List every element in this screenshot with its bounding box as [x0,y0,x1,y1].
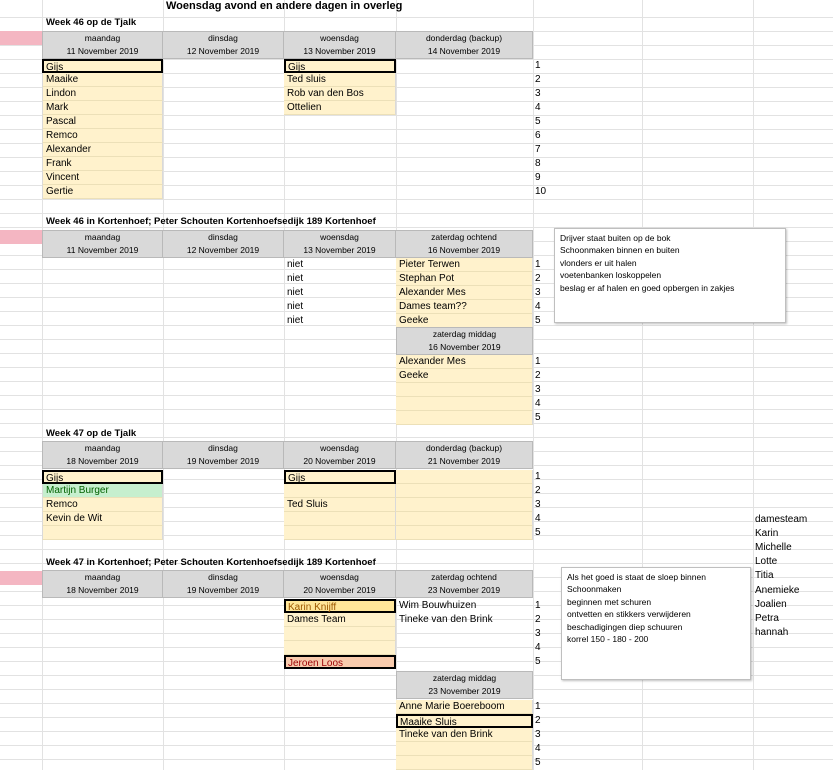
row-number: 3 [535,628,541,639]
cell[interactable]: Kevin de Wit [42,512,163,526]
column-header-date: 12 November 2019 [163,45,284,59]
side-list-item[interactable]: Michelle [755,542,792,554]
section-heading: Week 46 op de Tjalk [46,17,137,28]
row-number: 1 [535,356,541,367]
cell[interactable]: Vincent [42,171,163,185]
side-list-item[interactable]: Anemieke [755,584,800,596]
row-number: 1 [535,471,541,482]
cell[interactable]: Lindon [42,87,163,101]
column-header-day: woensdag [284,570,396,584]
cell[interactable] [396,526,533,540]
note-line: Drijver staat buiten op de bok [560,233,671,243]
note-line: Schoonmaken [567,584,622,595]
cell[interactable]: Gijs [42,59,163,73]
cell[interactable]: Dames team?? [396,300,533,314]
cell[interactable]: niet [287,287,304,298]
column-header-date: 23 November 2019 [396,584,533,598]
column-header-date: 12 November 2019 [163,244,284,258]
cell[interactable]: Mark [42,101,163,115]
cell[interactable]: Maaike Sluis [396,714,533,728]
column-header-date: 16 November 2019 [396,341,533,355]
column-header-date: 13 November 2019 [284,244,396,258]
cell[interactable]: Tineke van den Brink [396,728,533,742]
side-list-item[interactable]: Titia [755,570,774,582]
row-number: 8 [535,158,541,169]
cell[interactable] [396,484,533,498]
column-header-date: 19 November 2019 [163,455,284,469]
cell[interactable]: Gijs [284,59,396,73]
section-heading: Week 47 in Kortenhoef; Peter Schouten Kortenhoefsedijk 189 Kortenhoef [46,557,376,568]
row-number: 1 [535,600,541,611]
row-number: 3 [535,88,541,99]
cell[interactable]: Alexander Mes [396,286,533,300]
row-number: 4 [535,102,541,113]
note-line: beschadigingen diep schuuren [567,621,683,632]
column-header-date: 14 November 2019 [396,45,533,59]
row-number: 2 [535,370,541,381]
column-header-day: dinsdag [163,441,284,455]
column-header-day: maandag [42,441,163,455]
cell[interactable]: niet [287,259,304,270]
note-line: ontvetten en stikkers verwijderen [567,609,691,620]
row-number: 3 [535,287,541,298]
section-heading: Week 46 in Kortenhoef; Peter Schouten Kortenhoefsedijk 189 Kortenhoef [46,216,376,227]
cell[interactable]: Karin Knijff [284,599,396,613]
side-list-item[interactable]: Joalien [755,598,787,610]
comment-note[interactable] [554,228,786,323]
column-header-day: zaterdag middag [396,327,533,341]
column-header-day: maandag [42,230,163,244]
cell[interactable] [396,742,533,756]
note-line: korrel 150 - 180 - 200 [567,634,649,645]
column-header-day: donderdag (backup) [396,31,533,45]
cell[interactable] [284,526,396,540]
row-number: 4 [535,398,541,409]
cell[interactable]: niet [287,273,304,284]
side-list-item[interactable]: hannah [755,626,789,638]
row-number: 6 [535,130,541,141]
page-title: Woensdag avond en andere dagen in overleg [166,0,403,12]
column-header-date: 16 November 2019 [396,244,533,258]
column-header-date: 20 November 2019 [284,584,396,598]
row-number: 4 [535,513,541,524]
row-number: 1 [535,259,541,270]
row-number: 2 [535,74,541,85]
note-line: Schoonmaken binnen en buiten [560,245,680,256]
column-header-day: dinsdag [163,570,284,584]
row-number: 1 [535,701,541,712]
row-number: 2 [535,715,541,726]
row-number: 1 [535,60,541,71]
row-number: 7 [535,144,541,155]
cell[interactable] [396,498,533,512]
cell[interactable]: Geeke [396,369,533,383]
row-number: 2 [535,485,541,496]
side-list-item[interactable]: damesteam [755,514,808,525]
row-number: 4 [535,743,541,754]
row-number: 3 [535,384,541,395]
column-header-day: woensdag [284,230,396,244]
column-header-day: woensdag [284,441,396,455]
cell[interactable]: Maaike [42,73,163,87]
cell[interactable] [284,627,396,641]
cell[interactable] [396,397,533,411]
row-number: 4 [535,642,541,653]
row-number: 2 [535,273,541,284]
note-line: beginnen met schuren [567,596,652,607]
column-header-day: maandag [42,570,163,584]
side-list-item[interactable]: Karin [755,528,779,540]
note-line: beslag er af halen en goed opbergen in zakjes [560,282,735,293]
cell[interactable]: Martijn Burger [42,484,163,498]
row-number: 4 [535,301,541,312]
column-header-date: 23 November 2019 [396,685,533,699]
cell[interactable]: Rob van den Bos [284,87,396,101]
comment-note[interactable] [561,567,751,680]
row-marker [0,230,42,244]
cell[interactable]: Tineke van den Brink [399,614,493,625]
cell[interactable]: Ted Sluis [284,498,396,512]
column-header-day: donderdag (backup) [396,441,533,455]
cell[interactable]: Stephan Pot [396,272,533,286]
column-header-date: 11 November 2019 [42,244,163,258]
cell[interactable]: Pascal [42,115,163,129]
cell[interactable]: Pieter Terwen [396,258,533,272]
row-number: 5 [535,527,541,538]
cell[interactable]: Wim Bouwhuizen [399,600,477,611]
row-number: 5 [535,656,541,667]
row-number: 3 [535,729,541,740]
section-heading: Week 47 op de Tjalk [46,428,137,439]
column-header-date: 21 November 2019 [396,455,533,469]
note-line: Als het goed is staat de sloep binnen [567,572,706,582]
column-header-day: woensdag [284,31,396,45]
cell[interactable] [396,756,533,770]
cell[interactable]: niet [287,301,304,312]
cell[interactable]: Ted sluis [284,73,396,87]
cell[interactable]: Ottelien [284,101,396,115]
cell[interactable]: Alexander Mes [396,355,533,369]
row-number: 3 [535,499,541,510]
cell[interactable]: Geeke [396,314,533,328]
cell[interactable]: Remco [42,498,163,512]
row-number: 10 [535,186,547,197]
row-number: 5 [535,412,541,423]
column-header-day: zaterdag ochtend [396,230,533,244]
cell[interactable]: Remco [42,129,163,143]
cell[interactable] [284,641,396,655]
side-list-item[interactable]: Lotte [755,556,778,568]
cell[interactable] [396,470,533,484]
side-list-item[interactable]: Petra [755,612,779,624]
cell[interactable] [396,411,533,425]
row-marker [0,31,42,45]
cell[interactable] [396,512,533,526]
row-number: 5 [535,757,541,768]
column-header-date: 20 November 2019 [284,455,396,469]
note-line: vlonders er uit halen [560,257,637,268]
column-header-date: 11 November 2019 [42,45,163,59]
column-header-day: zaterdag ochtend [396,570,533,584]
column-header-day: zaterdag middag [396,671,533,685]
cell[interactable] [284,484,396,498]
cell[interactable]: niet [287,315,304,326]
column-header-day: dinsdag [163,230,284,244]
row-number: 5 [535,116,541,127]
cell[interactable]: Alexander [42,143,163,157]
column-header-date: 18 November 2019 [42,455,163,469]
cell[interactable] [284,512,396,526]
cell[interactable]: Gijs [42,470,163,484]
cell[interactable]: Anne Marie Boereboom [396,700,533,714]
row-number: 2 [535,614,541,625]
cell[interactable] [396,383,533,397]
cell[interactable] [42,526,163,540]
row-marker [0,571,42,585]
cell[interactable]: Gijs [284,470,396,484]
column-header-date: 13 November 2019 [284,45,396,59]
column-header-date: 19 November 2019 [163,584,284,598]
cell[interactable]: Jeroen Loos [284,655,396,669]
cell[interactable]: Dames Team [284,613,396,627]
cell[interactable]: Gertie [42,185,163,199]
row-number: 9 [535,172,541,183]
note-line: voetenbanken loskoppelen [560,270,662,281]
column-header-day: dinsdag [163,31,284,45]
cell[interactable]: Frank [42,157,163,171]
column-header-date: 18 November 2019 [42,584,163,598]
column-header-day: maandag [42,31,163,45]
row-number: 5 [535,315,541,326]
